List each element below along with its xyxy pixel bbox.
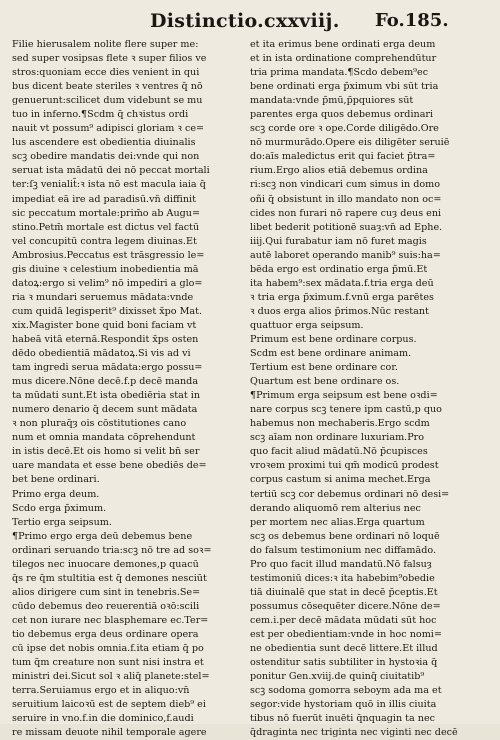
left-text-column <box>12 38 227 740</box>
text-line: cum quidā legisperit⁹ dixisset x̄po Mat. <box>12 305 203 317</box>
text-line: Scdo erga p̄ximum. <box>12 502 107 514</box>
text-line: alios dirigere cum sint in tenebris.Se= <box>12 586 201 598</box>
text-line: vroꝛem proximi tui qm̄ modicū prodest <box>250 460 439 472</box>
text-line: scꝫ obedire mandatis dei:vnde qui non <box>12 151 200 163</box>
text-line: dēdo obedientiā mādatoꝝ.Si vis ad vi <box>12 348 191 360</box>
text-line: cem.i.per decē mādata mūdati sūt hoc <box>250 614 437 626</box>
text-line: lus ascendere est obedientia diuinalis <box>12 137 196 149</box>
text-line: ꝛ tria erga p̄ximum.f.vnū erga parētes <box>250 291 434 303</box>
text-line: mandata:vnde p̄mū,p̄pquiores sūt <box>250 95 414 107</box>
text-line: ꝛ duos erga alios p̄rimos.Nūc restant <box>250 305 429 317</box>
text-line: do falsum testimonium nec diffamādo. <box>250 544 437 556</box>
text-line: ꝛ non pluraq̄ȝ ois cōstitutiones cano <box>12 418 187 430</box>
text-line: habemus non mechaberis.Ergo scdm <box>250 418 430 430</box>
right-text-column <box>250 38 486 740</box>
text-line: Quartum est bene ordinare os. <box>250 376 400 388</box>
text-line: autē laboret operando manib⁹ suis:ha= <box>250 249 441 261</box>
folio-number: Fo.185. <box>375 10 449 31</box>
text-line: re missam deuote nihil temporale agere <box>12 727 207 739</box>
text-line: testimoniū dices:ꝛ ita habebim⁹obedie <box>250 572 435 584</box>
text-line: Scdm est bene ordinare animam. <box>250 348 412 360</box>
text-line: et ita erimus bene ordinati erga deum <box>250 39 436 50</box>
text-line: numero denario q̄ decem sunt mādata <box>12 404 198 416</box>
text-line: mus dicere.Nōne decē.f.p decē manda <box>12 376 199 388</box>
text-line: scꝫ os debemus bene ordinari nō loquē <box>250 530 440 542</box>
text-line: do:aīs maledictus erit qui faciet p̄tra= <box>250 151 436 163</box>
text-line: tertiū scꝫ cor debemus ordinari nō desi= <box>250 488 450 500</box>
text-line: Tertium est bene ordinare cor. <box>250 362 398 374</box>
text-line: scꝫ aīam non ordinare luxuriam.Pro <box>250 432 425 444</box>
text-line: per mortem nec alias.Erga quartum <box>250 516 425 528</box>
text-line: ta mūdati sunt.Et ista obediēria stat in <box>12 390 201 402</box>
text-line: num et omnia mandata cōprehendunt <box>12 432 196 444</box>
page-heading: Distinctio.cxxviij. <box>150 10 340 32</box>
text-line: quattuor erga seipsum. <box>250 319 364 331</box>
text-line: ¶Primum erga seipsum est bene oꝛdi= <box>250 390 438 402</box>
text-line: bēda ergo est ordinatio erga p̄mū.Et <box>250 263 428 275</box>
text-line: Ambrosius.Peccatus est trāsgressio le= <box>12 249 205 261</box>
text-line: gis diuine ꝛ celestium inobedientia mā <box>12 263 199 275</box>
text-line: ordinari seruando tria:scꝫ nō tre ad soꝛ= <box>12 544 212 556</box>
text-line: habeā vitā eternā.Respondit x̄ps osten <box>12 333 199 345</box>
text-line: datoꝝ:ergo si velim⁹ nō impediri a glo= <box>12 277 203 289</box>
text-line: parentes erga quos debemus ordinari <box>250 109 434 121</box>
text-line: ita habem⁹:sex mādata.f.tria erga deū <box>250 277 434 289</box>
text-line: possumus cōsequēter dicere.Nōne de= <box>250 600 441 612</box>
text-line: ostenditur satis subtiliter in hystoꝛia q̄ <box>250 657 438 669</box>
text-line: stino.Petm̄ mortale est dictus vel factū <box>12 221 200 233</box>
text-line: impediat eā ire ad paradisū.vn̄ diffinit <box>12 193 196 205</box>
text-line: xix.Magister bone quid boni faciam vt <box>12 319 197 331</box>
text-line: scꝫ corde ore ꝛ ope.Corde diligēdo.Ore <box>250 123 439 135</box>
text-line: quo facit aliud mādatū.Nō p̄cupisces <box>250 446 428 458</box>
text-line: tio debemus erga deus ordinare opera <box>12 628 199 640</box>
text-line: tria prima mandata.¶Scdo debem⁹ec <box>250 67 429 79</box>
text-line: Filie hierusalem nolite flere super me: <box>12 39 199 50</box>
text-line: q̄draginta nec triginta nec viginti nec decē <box>250 727 458 739</box>
text-line: cet non iurare nec blasphemare ec.Ter= <box>12 614 209 626</box>
text-line: nare corpus scꝫ tenere ipm castū,p quo <box>250 404 442 416</box>
text-line: tiā diuinalē que stat in decē p̄ceptis.Et <box>250 586 438 598</box>
text-line: cides non furari nō rapere cuȝ deus eni <box>250 207 442 219</box>
text-line: cū ipse det nobis omnia.f.ita etiam q̄ po <box>12 643 204 655</box>
text-line: sic peccatum mortale:prim̄o ab Augu= <box>12 207 200 219</box>
text-line: seruat ista mādatū dei nō peccat mortali <box>12 165 210 177</box>
text-line: ponitur Gen.xviij.de quinq̄ ciuitatib⁹ <box>250 671 425 683</box>
text-line: seruire in vno.f.in die dominico,f.audi <box>12 713 194 725</box>
running-header <box>0 10 500 36</box>
text-line: segor:vide hystoriam quō in illis ciuita <box>250 699 437 711</box>
text-line: ter:ſꝫ venialit̄:ꝛ ista nō est macula iaia q̄ <box>12 179 206 191</box>
text-line: ri:scꝫ non vindicari cum simus in domo <box>250 179 441 191</box>
text-line: q̄s re q̄m stultitia est q̄ demones nesciūt <box>12 572 207 584</box>
text-line: tum q̄m creature non sunt nisi instra et <box>12 657 204 669</box>
text-line: bus dicent beate steriles ꝛ ventres q̄ nō <box>12 81 203 93</box>
text-line: vel concupitū contra legem diuinas.Et <box>12 235 197 247</box>
text-line: ria ꝛ mundari seruemus mādata:vnde <box>12 291 194 303</box>
text-line: scꝫ sodoma gomorra seboym ada ma et <box>250 685 442 697</box>
text-line: in istis decē.Et ois homo si velit bn̄ ser <box>12 446 200 458</box>
text-line: nauit vt possum⁹ adipisci gloriam ꝛ ce= <box>12 123 205 135</box>
text-line: corpus castum si anima mechet.Erga <box>250 474 431 486</box>
text-line: sed super vosipsas flete ꝛ super filios ve <box>12 53 207 65</box>
text-line: Pro quo facit illud mandatū.Nō falsuȝ <box>250 558 432 570</box>
text-line: cūdo debemus deo reuerentiā oꝛō:scili <box>12 600 200 612</box>
text-line: est per obedientiam:vnde in hoc nomi= <box>250 628 442 640</box>
text-line: rium.Ergo alios etiā debemus ordina <box>250 165 428 177</box>
text-line: uare mandata et esse bene obediēs de= <box>12 460 207 472</box>
text-line: libet bederit potitionē suaȝ:vn̄ ad Ephe. <box>250 221 443 233</box>
text-line: ministri dei.Sicut sol ꝛ aliq̄ planete:stel= <box>12 671 210 683</box>
text-line: derando aliquomō rem alterius nec <box>250 502 421 514</box>
text-line: Tertio erga seipsum. <box>12 516 112 528</box>
text-line: iiij.Qui furabatur iam nō furet magis <box>250 235 427 247</box>
text-line: tibus nō fuerūt inuēti q̄nquagin ta nec <box>250 713 436 725</box>
text-line: Primo erga deum. <box>12 488 100 500</box>
text-line: bet bene ordinari. <box>12 474 100 486</box>
text-line: seruitium laicoꝛū est de septem dieb⁹ ei <box>12 699 206 711</box>
text-line: stros:quoniam ecce dies venient in qui <box>12 67 200 79</box>
text-line: et in ista ordinatione comprehendūtur <box>250 53 437 65</box>
text-line: tuo in inferno.¶Scdm q̄ chꝛistus ordi <box>12 109 189 121</box>
text-line: genuerunt:scilicet dum videbunt se mu <box>12 95 203 107</box>
text-line: oñi q̄ obsistunt in illo mandato non oc= <box>250 193 442 205</box>
text-line: tam ingredi serua mādata:ergo possu= <box>12 362 203 374</box>
text-line: tilegos nec inuocare demones,p quacū <box>12 558 199 570</box>
text-line: bene ordinati erga p̄ximum vbi sūt tria <box>250 81 439 93</box>
text-line: terra.Seruiamus ergo et in aliquo:vn̄ <box>12 685 190 697</box>
text-line: ¶Primo ergo erga deū debemus bene <box>12 530 193 542</box>
text-line: nō murmurādo.Opere eis diligēter seruiē <box>250 137 450 149</box>
text-line: Primum est bene ordinare corpus. <box>250 333 417 345</box>
text-line: ne obedientia sunt decē littere.Et illud <box>250 643 438 655</box>
